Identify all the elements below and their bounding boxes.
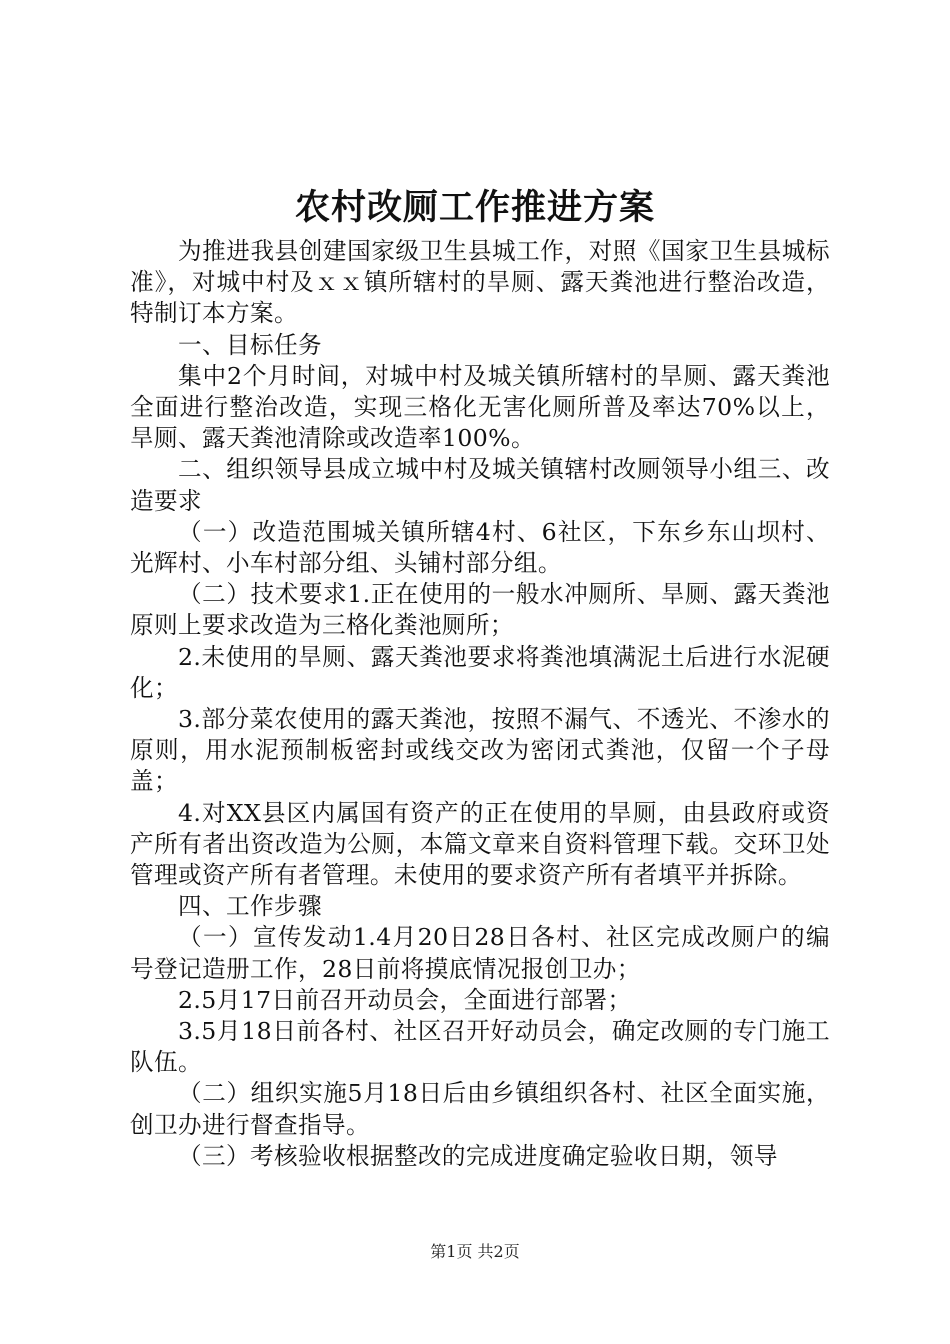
heading-steps: 四、工作步骤 (178, 892, 322, 921)
paragraph-scope: （一）改造范围城关镇所辖4村、6社区，下东乡东山坝村、光辉村、小车村部分组、头铺村部分组。 (130, 517, 830, 578)
paragraph-implementation: （二）组织实施5月18日后由乡镇组织各村、社区全面实施，创卫办进行督查指导。 (130, 1079, 830, 1139)
paragraph-acceptance: （三）考核验收根据整改的完成进度确定验收日期，领导 (178, 1141, 778, 1170)
paragraph-steps-3: 3.5月18日前各村、社区召开好动员会，确定改厕的专门施工队伍。 (130, 1017, 830, 1077)
paragraph-organization: 二、组织领导县成立城中村及城关镇辖村改厕领导小组三、改造要求 (130, 455, 830, 515)
page-footer: 第1页 共2页 (430, 1242, 520, 1261)
document-title: 农村改厕工作推进方案 (294, 187, 655, 228)
paragraph-intro: 为推进我县创建国家级卫生县城工作，对照《国家卫生县城标准》，对城中村及ｘｘ镇所辖村的旱厕、露天粪池进行整治改造，特制订本方案。 (130, 237, 830, 328)
paragraph-technical-2: 2.未使用的旱厕、露天粪池要求将粪池填满泥土后进行水泥硬化； (130, 642, 830, 702)
paragraph-technical-3: 3.部分菜农使用的露天粪池，按照不漏气、不透光、不渗水的原则，用水泥预制板密封或线交改为密闭式粪池，仅留一个子母盖； (130, 705, 830, 796)
paragraph-steps-2: 2.5月17日前召开动员会，全面进行部署； (178, 985, 632, 1014)
document-body (130, 236, 830, 1172)
paragraph-steps-1: （一）宣传发动1.4月20日28日各村、社区完成改厕户的编号登记造册工作，28日前将摸底情况报创卫办； (130, 923, 830, 983)
heading-goals: 一、目标任务 (178, 330, 322, 359)
paragraph-technical-1: （二）技术要求1.正在使用的一般水冲厕所、旱厕、露天粪池原则上要求改造为三格化粪池厕所； (130, 580, 830, 640)
paragraph-goals: 集中2个月时间，对城中村及城关镇所辖村的旱厕、露天粪池全面进行整治改造，实现三格化无害化厕所普及率达70%以上，旱厕、露天粪池清除或改造率100%。 (130, 361, 830, 453)
paragraph-technical-4: 4.对XX县区内属国有资产的正在使用的旱厕，由县政府或资产所有者出资改造为公厕，本篇文章来自资料管理下载。交环卫处管理或资产所有者管理。未使用的要求资产所有者填平并拆除。 (130, 798, 830, 890)
